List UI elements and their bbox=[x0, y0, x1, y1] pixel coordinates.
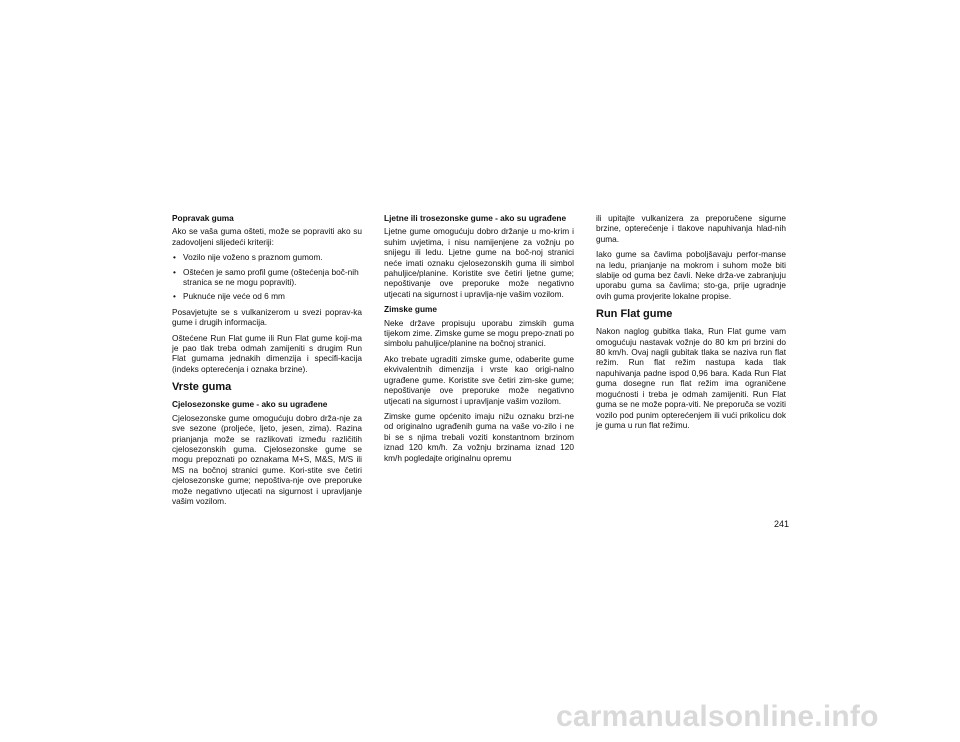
page-number: 241 bbox=[774, 519, 790, 529]
list-item: • Puknuće nije veće od 6 mm bbox=[172, 291, 362, 301]
paragraph-all-season: Cjelosezonske gume omogućuju dobro drža-nje za sve sezone (proljeće, ljeto, jesen, zima). Razina prianjanja može se razlikovati između različitih cjelosezonskih guma. Cjelosezonske gume se mogu prepoznati po oznakama M+S, M&S, M/S ili MS na bočnoj stranici gume. Kori-stite sve četiri cjelosezonske gume; nepoštiva-nje ove preporuke može negativno utjecati na sigurnost i upravljanje vašim vozilom. bbox=[172, 412, 362, 506]
column-right bbox=[596, 213, 786, 435]
column-middle bbox=[384, 213, 574, 468]
repair-criteria-list bbox=[172, 252, 362, 302]
paragraph-run-flat: Nakon naglog gubitka tlaka, Run Flat gume vam omogućuju nastavak vožnje do 80 km pri brzini do 80 km/h. Ovaj nagli gubitak tlaka se naziva run flat režim. Run flat režim nastupa kada tlak napuhivanja padne ispod 0,96 bara. Kada Run Flat guma dosegne run flat režim ima ograničene mogućnosti i treba je odmah zamijeniti. Run Flat guma se ne može popra-viti. Ne preporuča se voziti vozilo pod punim opterećenjem ili vući prikolicu dok je guma u run flat režimu. bbox=[596, 326, 786, 430]
watermark: carmanualsonline.info bbox=[556, 700, 879, 733]
list-item: • Oštećen je samo profil gume (oštećenja boč-nih stranica se ne mogu popraviti). bbox=[172, 267, 362, 288]
subheading-winter: Zimske gume bbox=[384, 304, 438, 315]
subheading-all-season: Cjelosezonske gume - ako su ugrađene bbox=[172, 399, 328, 410]
paragraph-winter-2: Ako trebate ugraditi zimske gume, odaberite gume ekvivalentnih dimenzija i vrste kao origi-nalno ugrađene gume. Koristite sve četiri zim-ske gume; nepoštivanje ove preporuke može negativno utjecati na sigurnost i upravljanje vašim vozilom. bbox=[384, 353, 574, 406]
paragraph-continued: ili upitajte vulkanizera za preporučene sigurne brzine, opterećenje i tlakove napuhivanja hlad-nih guma. bbox=[596, 213, 786, 244]
column-left bbox=[172, 213, 362, 511]
paragraph-runflat-damaged: Oštećene Run Flat gume ili Run Flat gume koji-ma je pao tlak treba odmah zamijeniti s drugim Run Flat gumama jednakih dimenzija i specifi-kacija (indeks opterećenja i oznaka brzine). bbox=[172, 332, 362, 374]
section-heading-tire-repair: Popravak guma bbox=[172, 213, 234, 223]
paragraph-winter-1: Neke države propisuju uporabu zimskih guma tijekom zime. Zimske gume se mogu prepo-znati po simbolu pahuljice/planine na bočnoj stranici. bbox=[384, 317, 574, 349]
subheading-summer: Ljetne ili trosezonske gume - ako su ugrađene bbox=[384, 213, 567, 223]
paragraph-consult: Posavjetujte se s vulkanizerom u svezi poprav-ka gume i drugih informacija. bbox=[172, 306, 362, 328]
section-heading-run-flat: Run Flat gume bbox=[596, 308, 673, 321]
paragraph-summer: Ljetne gume omogućuju dobro držanje u mo-krim i suhim uvjetima, i nisu namijenjene za vožnju po snijegu ili ledu. Ljetne gume na boč-noj stranici neće imati oznaku cjelosezonskih guma ili simbol pahuljice/planine. Koristite sve četiri ljetne gume; nepoštivanje ove preporuke može negativno utjecati na sigurnost i upravlja-nje vašim vozilom. bbox=[384, 226, 574, 299]
paragraph-winter-3: Zimske gume općenito imaju nižu oznaku brzi-ne od originalno ugrađenih guma na vaše vo-zilo i ne bi se s njima trebali voziti konstantnom brzinom iznad 120 km/h. Za vožnju brzinama iznad 120 km/h pogledajte originalnu opremu bbox=[384, 410, 574, 463]
list-item: • Vozilo nije voženo s praznom gumom. bbox=[172, 252, 362, 262]
paragraph-studded: Iako gume sa čavlima poboljšavaju perfor-manse na ledu, prianjanje na mokrom i suhom može biti slabije od guma bez čavli. Neke drža-ve zabranjuju uporabu guma sa čavlima; sto-ga, prije ugradnje ovih guma provjerite lokalne propise. bbox=[596, 249, 786, 301]
paragraph-repair-criteria: Ako se vaša guma ošteti, može se popraviti ako su zadovoljeni slijedeći kriteriji: bbox=[172, 226, 362, 247]
section-heading-tire-types: Vrste guma bbox=[172, 381, 232, 394]
